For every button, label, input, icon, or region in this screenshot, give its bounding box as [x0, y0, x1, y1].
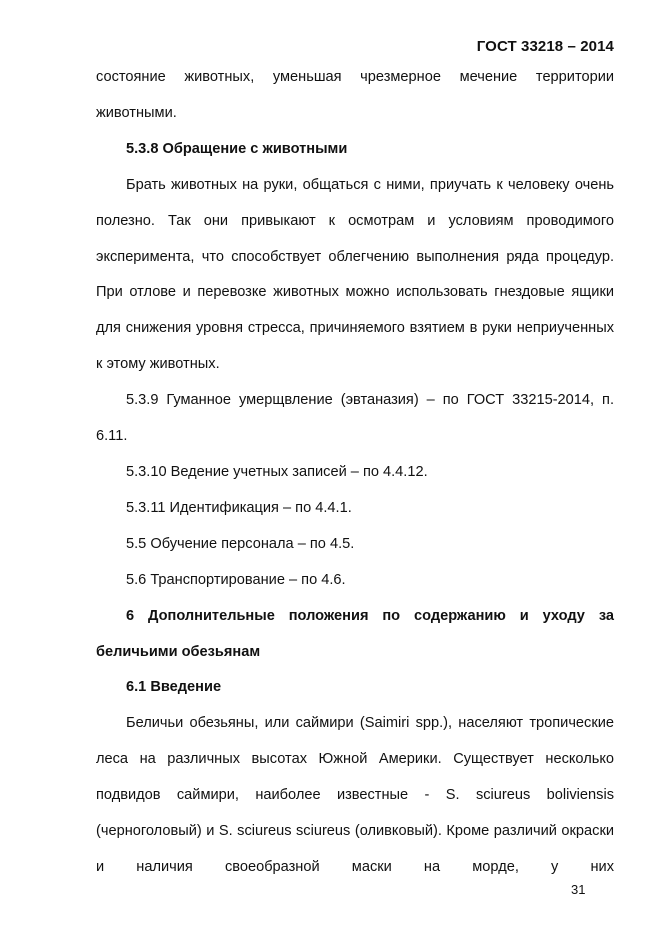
paragraph-handling-animals: Брать животных на руки, общаться с ними, приучать к человеку очень полезно. Так они привыкают к осмотрам и условиям проводимого эксперимента, что способствует облегчению выполнения ряда процедур. При отлове и перевозке животных можно использовать гнездовые ящики для снижения уровня стресса, причиняемого взятием в руки неприученных к этому животных. — [96, 176, 614, 373]
paragraph-5-3-10: 5.3.10 Ведение учетных записей – по 4.4.12. — [126, 463, 428, 480]
paragraph-5-3-11: 5.3.11 Идентификация – по 4.4.1. — [126, 499, 352, 516]
heading-5-3-8: 5.3.8 Обращение с животными — [126, 140, 348, 157]
paragraph-5-5: 5.5 Обучение персонала – по 4.5. — [126, 535, 355, 552]
document-header: ГОСТ 33218 – 2014 — [476, 38, 614, 55]
paragraph-continuation: состояние животных, уменьшая чрезмерное мечение территории животными. — [96, 69, 614, 121]
heading-6: 6 Дополнительные положения по содержанию и уходу за беличьими обезьянам — [96, 607, 614, 660]
paragraph-5-6: 5.6 Транспортирование – по 4.6. — [126, 571, 346, 588]
paragraph-6-1: Беличьи обезьяны, или саймири (Saimiri spp.), населяют тропические леса на различных высотах Южной Америки. Существует несколько подвидов саймири, наиболее известные - S. sciureus boliviensis (черноголовый) и S. sciureus sciureus (оливковый). Кроме различий окраски и наличия своеобразной маски на морде, у них — [96, 715, 614, 875]
page-number: 31 — [571, 882, 586, 897]
paragraph-5-3-9: 5.3.9 Гуманное умерщвление (эвтаназия) – по ГОСТ 33215-2014, п. 6.11. — [96, 392, 614, 445]
heading-6-1: 6.1 Введение — [126, 679, 222, 696]
document-body — [96, 60, 614, 886]
